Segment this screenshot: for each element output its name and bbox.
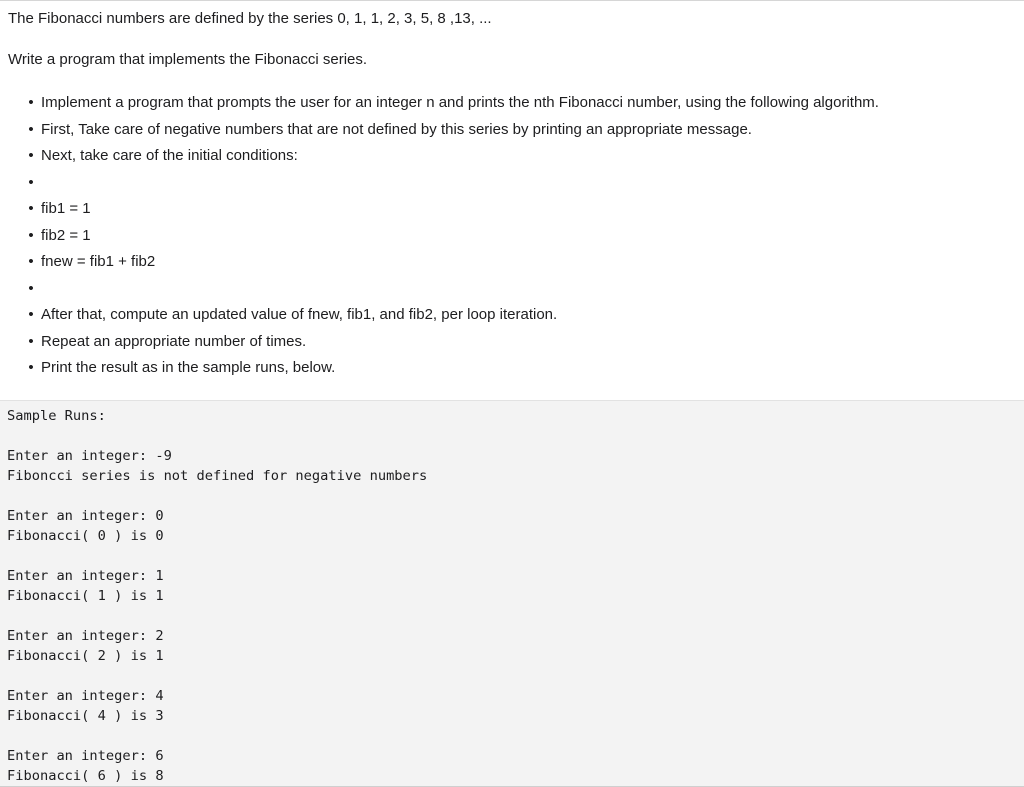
intro-text: The Fibonacci numbers are defined by the series 0, 1, 1, 2, 3, 5, 8 ,13, ... [8,10,492,27]
code-line: Fibonacci( 6 ) is 8 [7,768,164,784]
code-line [7,546,1024,566]
code-line [7,606,1024,626]
list-item-text: fib2 = 1 [41,226,91,244]
bullet-icon: • [28,94,34,111]
sample-runs-block [0,400,1024,787]
list-item-text: fib1 = 1 [41,200,91,217]
task-text: Write a program that implements the Fibonacci series. [8,51,368,68]
bullet-icon: • [28,147,34,164]
code-line [7,486,1024,506]
list-item-text: After that, compute an updated value of fnew, fib1, and fib2, per loop iteration. [41,306,558,323]
code-line: Enter an integer: 0 [7,508,164,524]
list-item [0,143,879,170]
list-item-text: First, Take care of negative numbers that are not defined by this series by printing an appropriate message. [41,120,752,138]
sample-runs-heading: Sample Runs: [7,408,106,424]
code-line: Enter an integer: -9 [7,448,172,464]
code-line: Fibonacci( 4 ) is 3 [7,708,164,724]
code-line: Enter an integer: 1 [7,568,164,584]
bullet-icon: • [28,306,34,323]
list-item [0,355,879,382]
code-line: Fibonacci( 0 ) is 0 [7,528,164,544]
list-item-text: Repeat an appropriate number of times. [41,332,307,350]
list-item-text: Implement a program that prompts the user for an integer n and prints the nth Fibonacci number, using the following algorithm. [41,94,879,111]
list-item-text: Print the result as in the sample runs, below. [41,359,336,376]
list-item [0,90,879,117]
bullet-icon: • [28,253,34,270]
bullet-icon: • [28,359,34,376]
code-line [7,426,1024,446]
list-item [0,302,879,329]
code-line [7,666,1024,686]
bullet-icon: • [28,332,34,350]
list-item [0,223,879,250]
bullet-icon: • [28,226,34,244]
code-line: Enter an integer: 4 [7,688,164,704]
code-line: Fibonacci( 1 ) is 1 [7,588,164,604]
bullet-icon: • [28,173,34,191]
steps-list [0,90,879,382]
code-line: Enter an integer: 2 [7,628,164,644]
list-item [0,329,879,356]
bullet-icon: • [28,279,34,297]
list-item-text: Next, take care of the initial conditions: [41,147,298,164]
code-line: Fiboncci series is not defined for negative numbers [7,468,428,484]
list-item [0,117,879,144]
bullet-icon: • [28,120,34,138]
code-line: Enter an integer: 6 [7,748,164,764]
list-item [0,196,879,223]
list-item [0,276,879,303]
list-item-text: fnew = fib1 + fib2 [41,253,156,270]
bullet-icon: • [28,200,34,217]
code-line: Fibonacci( 2 ) is 1 [7,648,164,664]
list-item [0,249,879,276]
code-line [7,726,1024,746]
list-item [0,170,879,197]
